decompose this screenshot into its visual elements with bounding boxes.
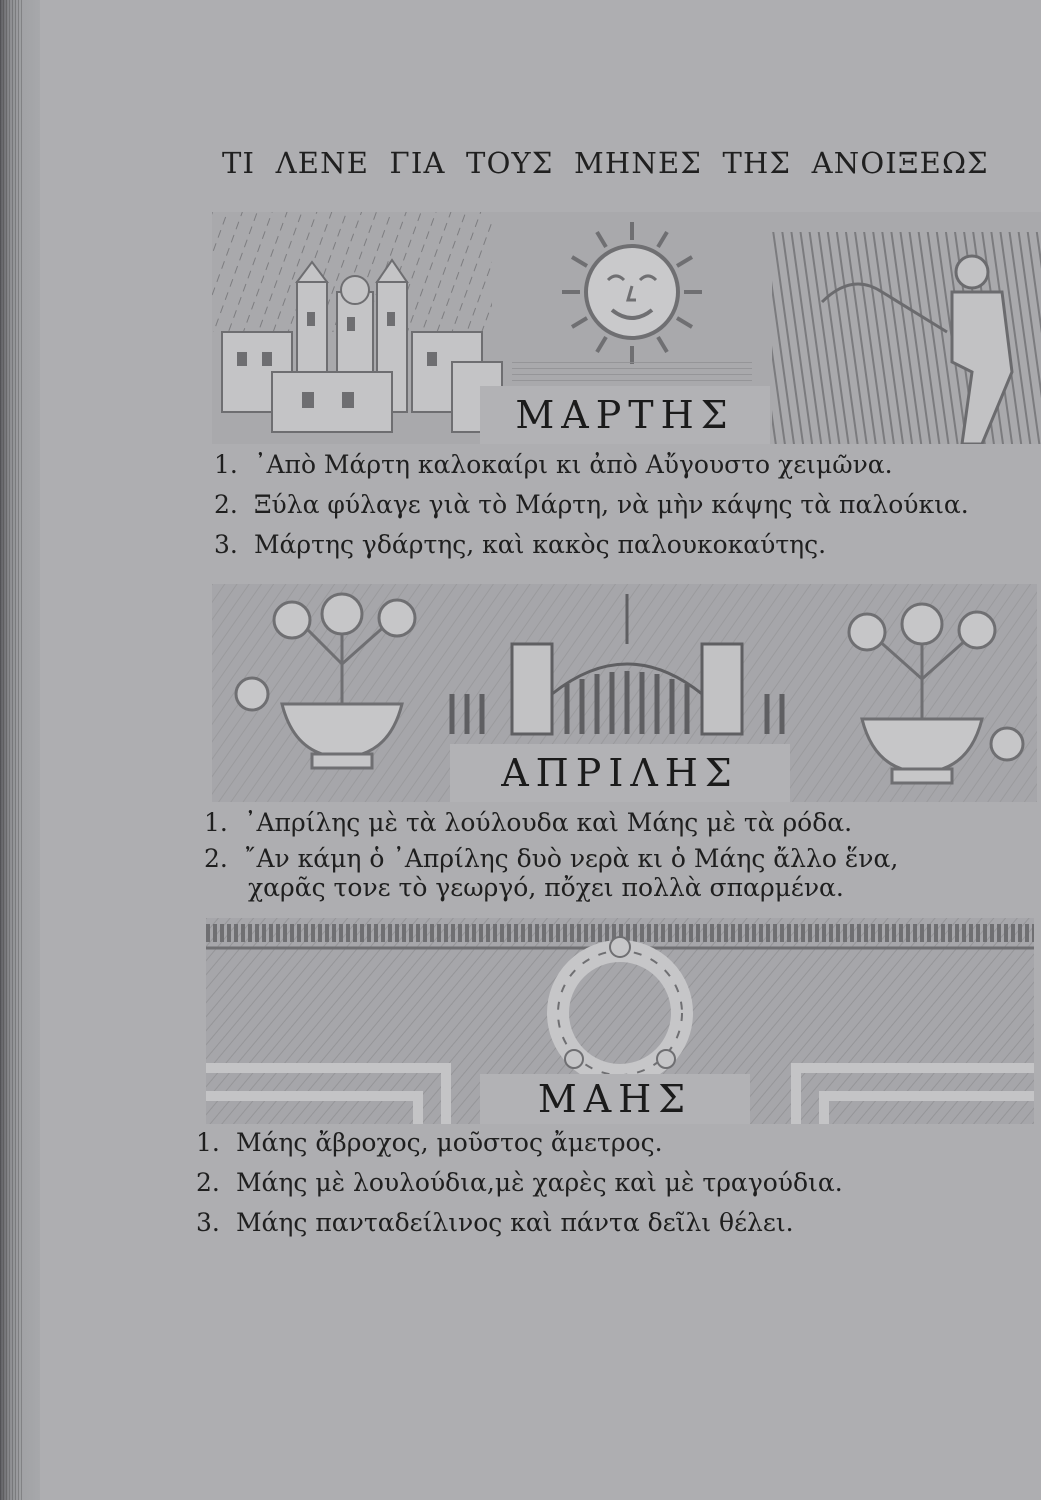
proverb-text: ᾿Απὸ Μάρτη καλοκαίρι κι ἀπὸ Αὔγουστο χειμῶνα. bbox=[253, 450, 893, 479]
proverb-number: 1. bbox=[196, 1128, 220, 1157]
proverb-continuation: χαρᾶς τονε τὸ γεωργό, πὄχει πολλὰ σπαρμένα. bbox=[248, 873, 844, 902]
page-edge-shadow bbox=[0, 0, 40, 1500]
march-title: ΜΑΡΤΗΣ bbox=[515, 393, 735, 437]
proverb-number: 2. bbox=[204, 844, 228, 873]
list-item bbox=[204, 844, 898, 902]
proverb-number: 3. bbox=[196, 1208, 220, 1237]
proverb-text: Μάης πανταδείλινος καὶ πάντα δεῖλι θέλει. bbox=[235, 1208, 794, 1237]
proverb-text: ῎Αν κάμη ὁ ᾿Απρίλης δυὸ νερὰ κι ὁ Μάης ἄλλο ἕνα, bbox=[243, 844, 899, 873]
list-item bbox=[204, 808, 852, 837]
page-heading: ΤΙ ΛΕΝΕ ΓΙΑ ΤΟΥΣ ΜΗΝΕΣ ΤΗΣ ΑΝΟΙΞΕΩΣ bbox=[222, 146, 989, 180]
page-stack-lines bbox=[0, 0, 22, 1500]
proverb-text: Μάρτης γδάρτης, καὶ κακὸς παλουκοκαύτης. bbox=[253, 530, 827, 559]
proverb-text: ᾿Απρίλης μὲ τὰ λούλουδα καὶ Μάης μὲ τὰ ρόδα. bbox=[243, 808, 853, 837]
list-item bbox=[196, 1208, 794, 1237]
april-title-box bbox=[450, 744, 790, 802]
proverb-number: 2. bbox=[196, 1168, 220, 1197]
list-item bbox=[196, 1128, 663, 1157]
may-title-box bbox=[480, 1074, 750, 1124]
proverb-number: 1. bbox=[204, 808, 228, 837]
march-woodcut bbox=[212, 212, 1041, 444]
proverb-number: 1. bbox=[214, 450, 238, 479]
proverb-text: Ξύλα φύλαγε γιὰ τὸ Μάρτη, νὰ μὴν κάψης τὰ παλούκια. bbox=[253, 490, 969, 519]
proverb-text: Μάης μὲ λουλούδια,μὲ χαρὲς καὶ μὲ τραγούδια. bbox=[235, 1168, 843, 1197]
list-item bbox=[214, 530, 826, 559]
list-item bbox=[214, 450, 893, 479]
april-woodcut bbox=[212, 584, 1037, 802]
march-title-box bbox=[480, 386, 770, 444]
proverb-number: 2. bbox=[214, 490, 238, 519]
proverb-text: Μάης ἄβροχος, μοῦστος ἄμετρος. bbox=[235, 1128, 663, 1157]
may-title: ΜΑΗΣ bbox=[537, 1077, 693, 1121]
proverb-number: 3. bbox=[214, 530, 238, 559]
list-item bbox=[196, 1168, 843, 1197]
list-item bbox=[214, 490, 969, 519]
may-woodcut bbox=[206, 918, 1034, 1124]
april-title: ΑΠΡΙΛΗΣ bbox=[501, 751, 739, 795]
